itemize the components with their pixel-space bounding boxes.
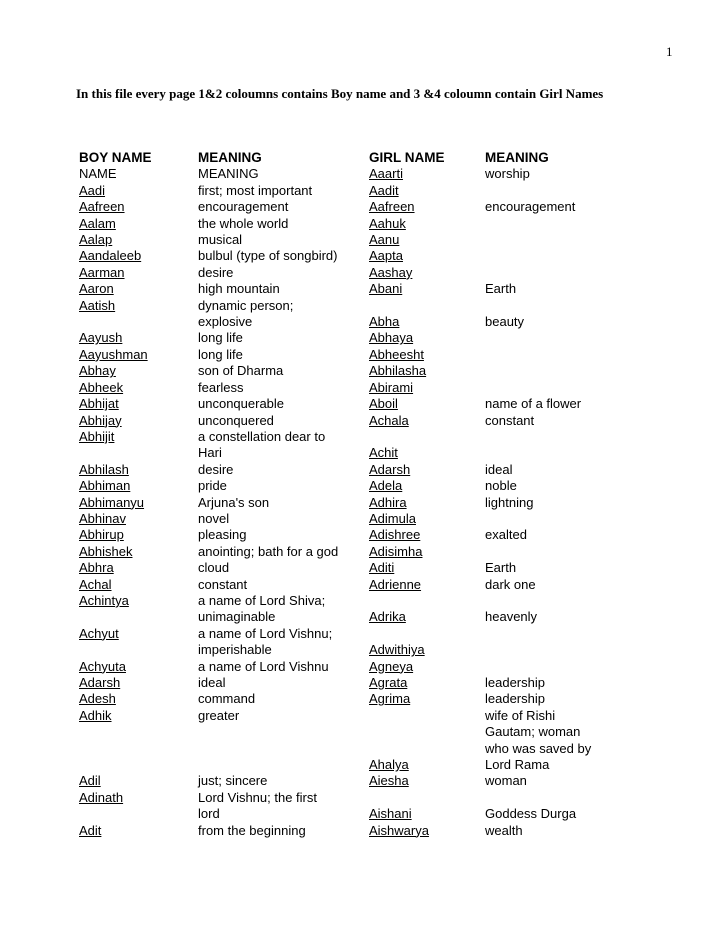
table-row [79,527,625,543]
girl-name-cell [369,790,485,806]
girl-meaning-cell: beauty [485,314,525,330]
boy-meaning-cell: Arjuna's son [198,494,270,510]
boy-meaning-cell: fearless [198,379,244,395]
boy-name-cell: Abhishek [79,543,133,559]
girl-name-cell [369,741,485,757]
boy-name-cell: Abheek [79,379,124,395]
girl-meaning-cell: wealth [485,822,523,838]
boy-meaning-cell: desire [198,461,234,477]
girl-meaning-cell [485,232,625,248]
girl-name-cell: Agneya [369,658,414,674]
girl-meaning-cell [485,298,625,314]
header-boy-meaning: MEANING [198,150,262,165]
boy-meaning-cell: just; sincere [198,773,268,789]
table-row [79,544,625,560]
boy-meaning-cell: long life [198,330,243,346]
girl-name-cell: Abheesht [369,346,424,362]
boy-name-cell: Abhimanyu [79,494,145,510]
girl-meaning-cell: noble [485,478,517,494]
girl-name-cell: Aahuk [369,215,406,231]
boy-meaning-cell [198,741,369,757]
table-row [79,265,625,281]
boy-meaning-cell: unconquered [198,412,274,428]
boy-name-cell: Adhik [79,707,112,723]
header-girl-name: GIRL NAME [369,150,445,165]
table-row [79,216,625,232]
girl-name-cell: Abirami [369,379,414,395]
boy-name-cell: Aayushman [79,346,148,362]
boy-meaning-cell: dynamic person; [198,297,294,313]
table-row [79,462,625,478]
boy-name-cell: Adesh [79,691,116,707]
table-row [79,445,625,461]
boy-name-cell: Adarsh [79,675,121,690]
boy-meaning-cell: a constellation dear to [198,428,326,444]
table-row [79,314,625,330]
boy-name-cell: Aalam [79,215,116,231]
table-row [79,330,625,346]
girl-name-cell: Agrima [369,691,411,707]
boy-meaning-cell: cloud [198,560,230,576]
page-number: 1 [666,44,673,59]
boy-meaning-cell: bulbul (type of songbird) [198,248,338,264]
girl-name-cell: Ahalya [369,757,409,773]
girl-meaning-cell: woman [485,773,527,789]
girl-name-cell [369,298,485,314]
girl-meaning-cell [485,790,625,806]
table-row [79,248,625,264]
girl-name-cell: Abani [369,281,403,297]
boy-meaning-cell: son of Dharma [198,363,284,379]
table-row [79,429,625,445]
boy-name-cell: Aatish [79,297,116,313]
girl-name-cell: Aadit [369,182,399,198]
boy-name-cell [79,445,198,461]
girl-name-cell: Aanu [369,232,400,248]
girl-meaning-cell [485,363,625,379]
boy-name-cell: NAME [79,166,117,182]
boy-name-cell: Abhra [79,560,114,576]
table-row [79,232,625,248]
boy-name-cell [79,724,198,740]
girl-name-cell: Aashay [369,264,413,280]
table-row [79,511,625,527]
boy-meaning-cell: imperishable [198,642,272,658]
boy-meaning-cell: ideal [198,675,226,690]
table-row [79,281,625,297]
boy-name-cell: Abhijit [79,428,115,444]
boy-meaning-cell: encouragement [198,199,289,215]
girl-name-cell: Adrika [369,609,406,625]
table-row [79,757,625,773]
table-row [79,626,625,642]
girl-name-cell: Adisimha [369,543,423,559]
girl-meaning-cell [485,642,625,658]
girl-meaning-cell [485,626,625,642]
girl-meaning-cell: encouragement [485,199,576,215]
girl-name-cell: Aaarti [369,166,403,182]
names-table [79,150,625,839]
girl-meaning-cell [485,544,625,560]
girl-meaning-cell [485,216,625,232]
girl-name-cell: Achit [369,445,398,461]
boy-meaning-cell: anointing; bath for a god [198,543,339,559]
girl-meaning-cell: leadership [485,691,545,707]
girl-name-cell [369,429,485,445]
girl-name-cell: Adishree [369,527,421,543]
girl-name-cell: Adimula [369,510,416,526]
table-row [79,298,625,314]
boy-name-cell [79,757,198,773]
boy-meaning-cell: long life [198,346,243,362]
table-row [79,823,625,839]
girl-meaning-cell [485,429,625,445]
boy-name-cell: Achal [79,576,112,592]
girl-meaning-cell: name of a flower [485,396,582,412]
table-row [79,691,625,707]
boy-meaning-cell: MEANING [198,166,259,182]
girl-name-cell: Abha [369,314,400,330]
girl-name-cell: Abhaya [369,330,414,346]
boy-meaning-cell: explosive [198,314,253,330]
girl-name-cell: Achala [369,412,409,428]
boy-meaning-cell: high mountain [198,281,280,297]
boy-meaning-cell: unconquerable [198,396,285,412]
girl-meaning-cell [485,347,625,363]
girl-meaning-cell: wife of Rishi [485,707,556,723]
boy-name-cell: Abhiman [79,478,131,494]
boy-name-cell: Aayush [79,330,123,346]
girl-name-cell: Aapta [369,248,403,264]
girl-name-cell: Adela [369,478,403,494]
girl-name-cell: Aiesha [369,773,409,789]
boy-meaning-cell: a name of Lord Vishnu [198,658,329,674]
boy-name-cell: Achintya [79,592,129,608]
boy-name-cell: Abhay [79,363,116,379]
table-row [79,199,625,215]
boy-meaning-cell: greater [198,707,240,723]
girl-meaning-cell: Earth [485,281,517,297]
boy-name-cell: Aaron [79,281,114,297]
boy-name-cell: Achyut [79,625,119,641]
table-row [79,642,625,658]
table-row [79,724,625,740]
girl-meaning-cell: who was saved by [485,740,592,756]
boy-name-cell: Aalap [79,232,113,248]
table-row [79,363,625,379]
girl-name-cell: Aishwarya [369,822,429,838]
girl-name-cell [369,724,485,740]
table-row [79,609,625,625]
girl-meaning-cell [485,248,625,264]
girl-meaning-cell [485,183,625,199]
girl-name-cell [369,708,485,724]
girl-meaning-cell [485,265,625,281]
girl-meaning-cell [485,593,625,609]
girl-name-cell: Agrata [369,675,408,690]
girl-name-cell [369,626,485,642]
girl-name-cell: Adwithiya [369,642,425,658]
boy-meaning-cell: command [198,691,256,707]
table-row [79,183,625,199]
girl-meaning-cell: worship [485,166,530,182]
girl-meaning-cell [485,330,625,346]
boy-name-cell: Aafreen [79,199,125,215]
table-header-row [79,150,625,166]
girl-name-cell: Adarsh [369,461,411,477]
boy-meaning-cell: lord [198,806,220,822]
table-row [79,659,625,675]
boy-meaning-cell: constant [198,576,248,592]
table-row [79,166,625,182]
boy-name-cell: Aandaleeb [79,248,142,264]
boy-name-cell: Aarman [79,264,125,280]
table-row [79,347,625,363]
girl-meaning-cell [485,511,625,527]
table-row [79,396,625,412]
boy-meaning-cell: pleasing [198,527,247,543]
boy-name-cell: Aadi [79,182,106,198]
girl-name-cell: Adhira [369,494,407,510]
boy-name-cell: Achyuta [79,658,126,674]
girl-name-cell: Aishani [369,806,412,822]
girl-meaning-cell: Lord Rama [485,757,550,773]
girl-name-cell: Aboil [369,396,398,412]
table-row [79,560,625,576]
girl-meaning-cell: constant [485,412,535,428]
boy-meaning-cell [198,724,369,740]
boy-meaning-cell: first; most important [198,182,313,198]
boy-name-cell [79,609,198,625]
table-row [79,593,625,609]
boy-name-cell: Adinath [79,789,124,805]
boy-meaning-cell: desire [198,264,234,280]
boy-meaning-cell [198,757,369,773]
boy-name-cell [79,806,198,822]
boy-meaning-cell: novel [198,510,230,526]
girl-meaning-cell: Gautam; woman [485,724,581,740]
boy-name-cell: Abhirup [79,527,124,543]
table-row [79,380,625,396]
boy-meaning-cell: musical [198,232,243,248]
table-row [79,790,625,806]
table-row [79,495,625,511]
girl-name-cell: Abhilasha [369,363,427,379]
girl-meaning-cell: leadership [485,675,545,690]
table-row [79,675,625,691]
girl-meaning-cell: exalted [485,527,527,543]
table-row [79,413,625,429]
boy-meaning-cell: a name of Lord Shiva; [198,592,326,608]
boy-name-cell: Abhilash [79,461,129,477]
boy-meaning-cell: a name of Lord Vishnu; [198,625,333,641]
girl-meaning-cell: lightning [485,494,534,510]
boy-meaning-cell: from the beginning [198,822,306,838]
boy-meaning-cell: unimaginable [198,609,276,625]
table-row [79,773,625,789]
boy-name-cell: Abhijat [79,396,119,412]
boy-name-cell: Abhinav [79,510,126,526]
boy-meaning-cell: pride [198,478,227,494]
boy-meaning-cell: the whole world [198,215,289,231]
boy-meaning-cell: Hari [198,445,222,461]
table-row [79,577,625,593]
girl-name-cell: Aditi [369,560,395,576]
boy-name-cell [79,314,198,330]
table-row [79,741,625,757]
girl-meaning-cell [485,659,625,675]
table-row [79,478,625,494]
girl-meaning-cell: dark one [485,576,536,592]
boy-name-cell [79,642,198,658]
girl-meaning-cell: Earth [485,560,517,576]
header-girl-meaning: MEANING [485,150,549,165]
girl-name-cell: Adrienne [369,576,422,592]
table-row [79,708,625,724]
girl-name-cell [369,593,485,609]
boy-name-cell: Abhijay [79,412,122,428]
girl-meaning-cell [485,445,625,461]
boy-name-cell: Adil [79,773,101,789]
header-boy-name: BOY NAME [79,150,152,165]
girl-meaning-cell: Goddess Durga [485,806,577,822]
boy-name-cell: Adit [79,822,102,838]
girl-name-cell: Aafreen [369,199,415,215]
boy-meaning-cell: Lord Vishnu; the first [198,789,317,805]
girl-meaning-cell: ideal [485,461,513,477]
page-heading: In this file every page 1&2 coloumns contains Boy name and 3 &4 coloumn contain Girl Names [76,86,604,101]
boy-name-cell [79,741,198,757]
girl-meaning-cell: heavenly [485,609,538,625]
girl-meaning-cell [485,380,625,396]
table-row [79,806,625,822]
